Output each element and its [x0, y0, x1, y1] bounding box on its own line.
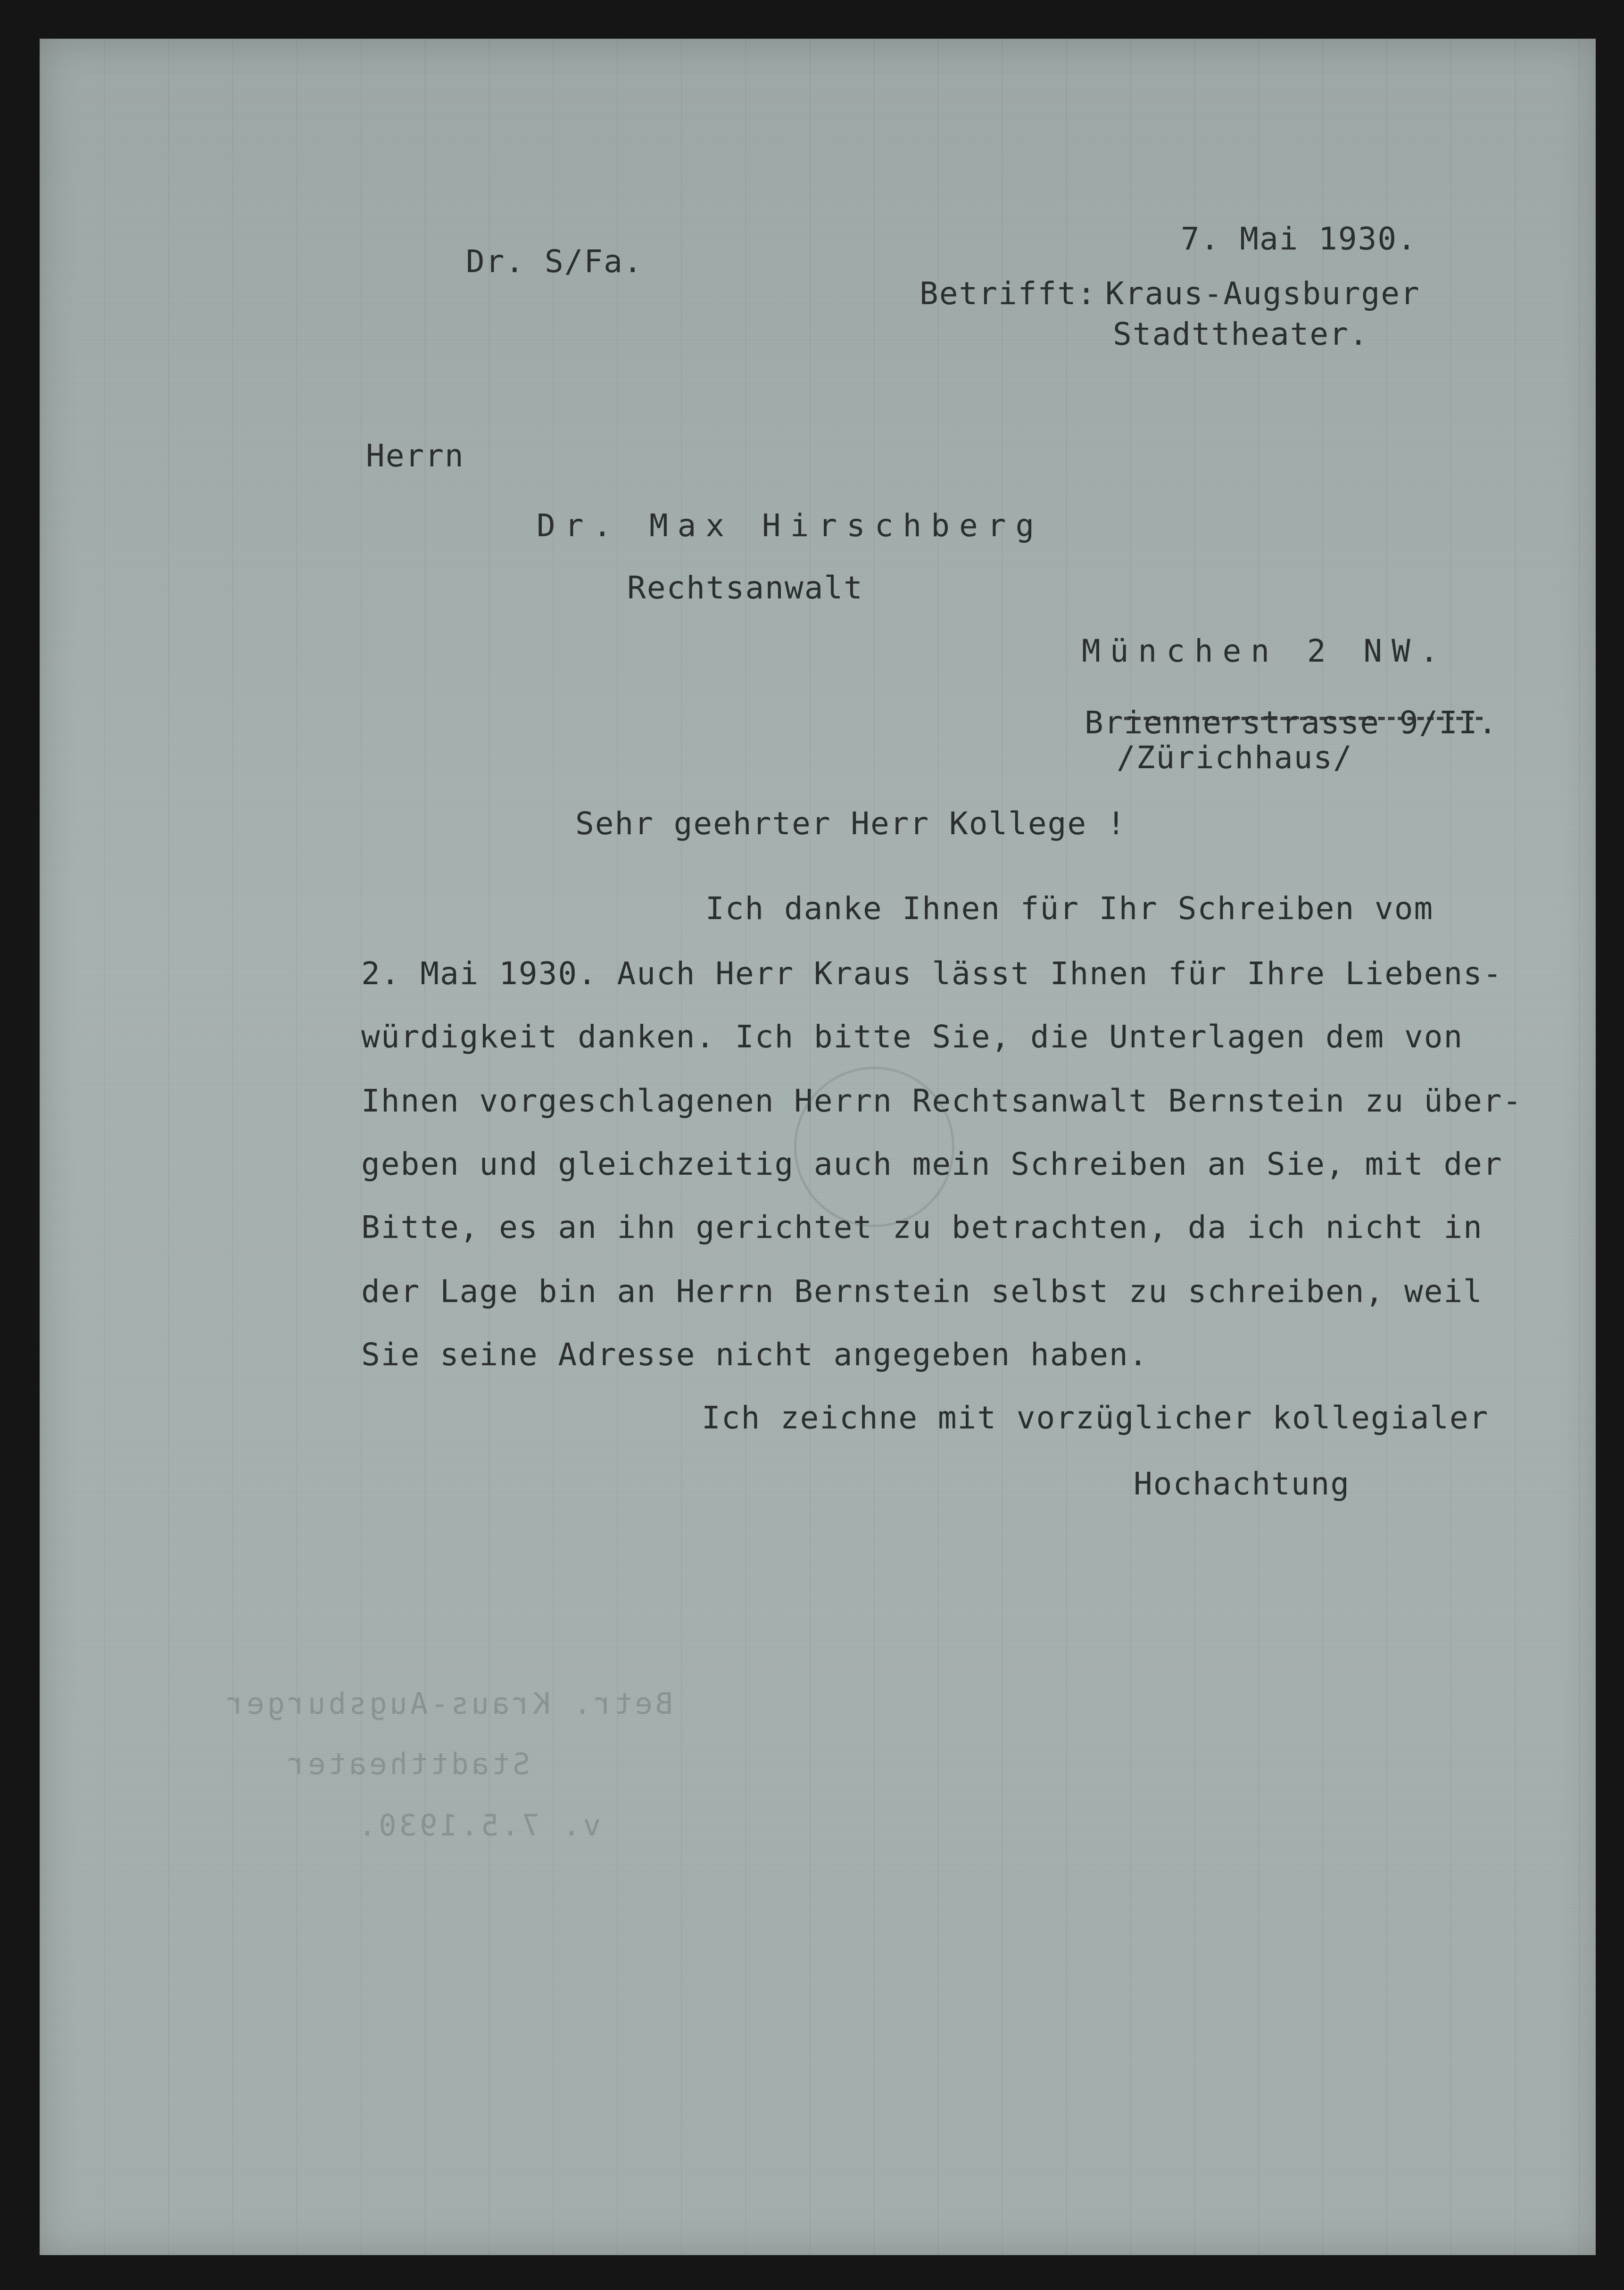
recipient-name: Dr. Max Hirschberg [537, 507, 1044, 544]
body-line: Ich danke Ihnen für Ihr Schreiben vom [705, 890, 1434, 927]
bleed-through-text: Betr. Kraus-Augsburger [224, 1686, 673, 1721]
recipient-title: Rechtsanwalt [627, 570, 863, 606]
subject-label: Betrifft: [920, 275, 1097, 312]
letter-sheet [40, 39, 1596, 2255]
address-street: Briennerstrasse 9/II. [1085, 705, 1498, 741]
address-building: /Zürichhaus/ [1117, 739, 1353, 776]
reference-code: Dr. S/Fa. [466, 243, 643, 280]
faint-stamp-mark [794, 1067, 954, 1227]
recipient-prefix: Herrn [366, 438, 464, 474]
body-line: würdigkeit danken. Ich bitte Sie, die Unterlagen dem von [361, 1019, 1464, 1055]
subject-line-1: Kraus-Augsburger [1105, 275, 1420, 312]
body-line: Sie seine Adresse nicht angegeben haben. [361, 1336, 1149, 1373]
letter-date: 7. Mai 1930. [1181, 221, 1417, 257]
body-line: Bitte, es an ihn gerichtet zu betrachten, da ich nicht in [361, 1209, 1483, 1245]
bleed-through-text: Stadttheater [285, 1747, 530, 1781]
body-line: Ihnen vorgeschlagenen Herrn Rechtsanwalt Bernstein zu über- [361, 1083, 1523, 1119]
body-line: geben und gleichzeitig auch mein Schreiben an Sie, mit der [361, 1146, 1503, 1182]
body-line: 2. Mai 1930. Auch Herr Kraus lässt Ihnen für Ihre Liebens- [361, 955, 1503, 992]
recipient-city: München 2 NW. [1082, 633, 1448, 669]
subject-line-2: Stadttheater. [1113, 316, 1369, 352]
greeting: Sehr geehrter Herr Kollege ! [575, 805, 1127, 842]
closing-word: Hochachtung [1134, 1466, 1351, 1502]
bleed-through-text: v. 7.5.1930. [356, 1808, 601, 1842]
body-line: der Lage bin an Herrn Bernstein selbst zu schreiben, weil [361, 1273, 1483, 1310]
closing-line: Ich zeichne mit vorzüglicher kollegialer [702, 1400, 1489, 1436]
